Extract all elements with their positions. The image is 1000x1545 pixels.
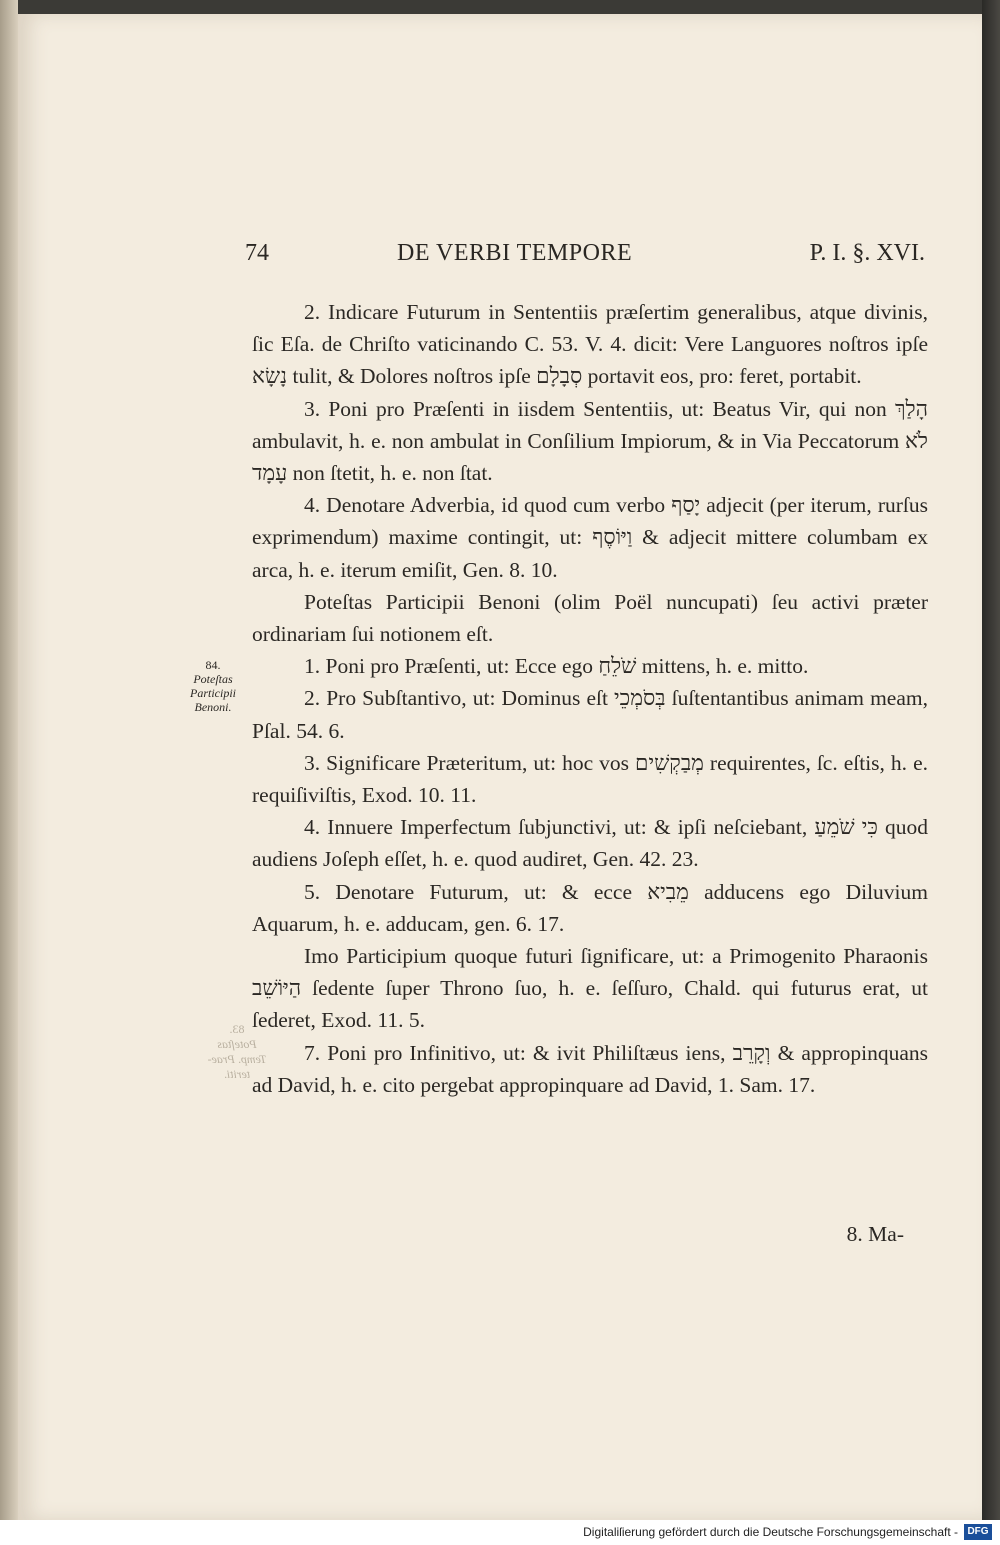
paragraph: Poteſtas Participii Benoni (olim Poël nuncupati) ſeu activi præter ordinariam ſui notionem eſt. xyxy=(252,589,928,647)
main-text xyxy=(252,296,928,1101)
dfg-logo: DFG xyxy=(964,1524,992,1540)
show-through-line: teriti. xyxy=(223,1067,251,1081)
page-number: 74 xyxy=(245,240,269,266)
margin-note-line: Benoni. xyxy=(194,700,232,714)
paragraph: Imo Participium quoque futuri ſignificare, ut: a Primogenito Pharaonis הַיּוֹשֵׁב ſedente ſuper Throno ſuo, h. e. ſeſſuro, Chald. qui futurus erat, ut ſederet, Exod. 11. 5. xyxy=(252,944,928,1033)
margin-note-line: Poteſtas xyxy=(193,672,233,686)
footer-credit: Digitaliſierung gefördert durch die Deutsche Forschungsgemeinschaft - xyxy=(583,1525,958,1539)
section-reference: P. I. §. XVI. xyxy=(809,240,925,266)
margin-note-line: Participii xyxy=(190,686,236,700)
paragraph: 5. Denotare Futurum, ut: & ecce מֵבִיא adducens ego Diluvium Aquarum, h. e. adducam, gen. 6. 17. xyxy=(252,879,928,936)
paragraph: 3. Poni pro Præſenti in iisdem Sententiis, ut: Beatus Vir, qui non הָלַךְ ambulavit, h. e. non ambulat in Conſilium Impiorum, & in Via Peccatorum לֹא עָמָד non ſtetit, h. e. non ſtat. xyxy=(252,396,928,486)
running-title: DE VERBI TEMPORE xyxy=(397,240,633,266)
paragraph: 1. Poni pro Præſenti, ut: Ecce ego שֹׁלֵחַ mittens, h. e. mitto. xyxy=(304,654,809,679)
catchword: 8. Ma- xyxy=(846,1222,904,1246)
paragraph: 4. Denotare Adverbia, id quod cum verbo יָסַף adjecit (per iterum, rurſus exprimendum) maxime contingit, ut: וַיּוֹסֶף & adjecit mittere columbam ex arca, h. e. iterum emiſit, Gen. 8. 10. xyxy=(252,493,928,582)
margin-note-number: 84. xyxy=(205,658,221,672)
margin-note xyxy=(168,658,258,714)
show-through-line: Temp. Prae- xyxy=(207,1052,267,1066)
paragraph: 7. Poni pro Infinitivo, ut: & ivit Philiſtæus iens, וְקָרֵב & appropinquans ad David, h. e. cito pergebat appropinquare ad David, 1. Sam. 17. xyxy=(252,1040,929,1097)
paragraph: 4. Innuere Imperfectum ſubjunctivi, ut: & ipſi neſciebant, כִּי שֹׁמֵעַ quod audiens Joſeph eſſet, h. e. quod audiret, Gen. 42. 23. xyxy=(252,815,928,872)
show-through-line: Poteſtas xyxy=(217,1037,257,1051)
paragraph: 2. Pro Subſtantivo, ut: Dominus eſt בְּסֹמְכֵי ſuſtentantibus animam meam, Pſal. 54. 6. xyxy=(252,686,928,743)
show-through-line: 83. xyxy=(229,1022,245,1036)
paragraph: 2. Indicare Futurum in Sententiis præſertim generalibus, atque divinis, ſic Eſa. de Chriſto vaticinando C. 53. V. 4. dicit: Vere Languores noſtros ipſe נָשָׂא tulit, & Dolores noſtros ipſe סְבָלָם portavit eos, pro: feret, portabit. xyxy=(252,300,928,389)
running-header xyxy=(245,232,925,272)
digitization-footer xyxy=(0,1520,1000,1545)
page-edge-left xyxy=(0,0,18,1520)
scan-border-right xyxy=(982,0,1000,1520)
paragraph: 3. Significare Præteritum, ut: hoc vos מְבַקְשִׁים requirentes, ſc. eſtis, h. e. requiſiviſtis, Exod. 10. 11. xyxy=(252,750,928,808)
